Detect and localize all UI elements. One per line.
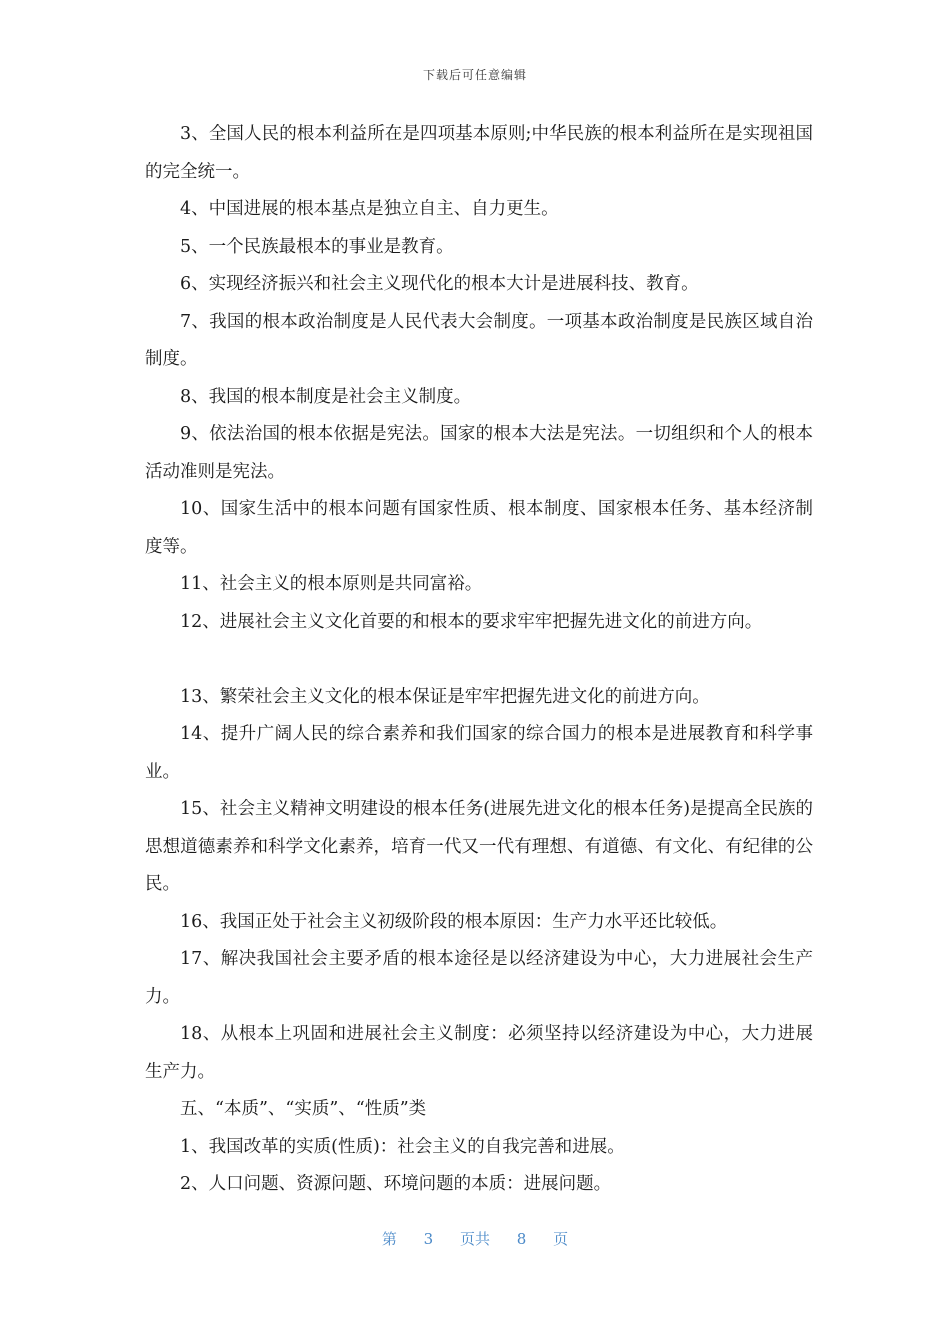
paragraph-item-12: 12、进展社会主义文化首要的和根本的要求牢牢把握先进文化的前进方向。 xyxy=(180,611,763,632)
page-footer xyxy=(0,1228,950,1249)
paragraph-item-16: 16、我国正处于社会主义初级阶段的根本原因：生产力水平还比较低。 xyxy=(180,911,728,932)
document-body xyxy=(145,116,813,1204)
paragraph-item-18: 18、从根本上巩固和进展社会主义制度：必须坚持以经济建设为中心，大力进展生产力。 xyxy=(145,1024,813,1082)
paragraph-item-13: 13、繁荣社会主义文化的根本保证是牢牢把握先进文化的前进方向。 xyxy=(180,686,710,707)
paragraph-item-7: 7、我国的根本政治制度是人民代表大会制度。一项基本政治制度是民族区域自治制度。 xyxy=(145,311,813,369)
paragraph-item-8: 8、我国的根本制度是社会主义制度。 xyxy=(180,386,472,407)
current-page-number: 3 xyxy=(423,1230,434,1248)
paragraph-item-5: 5、一个民族最根本的事业是教育。 xyxy=(180,236,454,257)
paragraph-item-11: 11、社会主义的根本原则是共同富裕。 xyxy=(180,574,483,594)
paragraph-item-9: 9、依法治国的根本依据是宪法。国家的根本大法是宪法。一切组织和个人的根本活动准则是宪法。 xyxy=(145,424,813,482)
section-heading-five: 五、“本质”、“实质”、“性质”类 xyxy=(180,1099,427,1119)
paragraph-item-6: 6、实现经济振兴和社会主义现代化的根本大计是进展科技、教育。 xyxy=(180,274,699,294)
paragraph-item-10: 10、国家生活中的根本问题有国家性质、根本制度、国家根本任务、基本经济制度等。 xyxy=(145,499,813,557)
paragraph-item-section5-2: 2、人口问题、资源问题、环境问题的本质：进展问题。 xyxy=(180,1174,612,1194)
page-label-suffix: 页 xyxy=(553,1230,569,1248)
total-pages-number: 8 xyxy=(516,1230,527,1248)
page-label-middle: 页共 xyxy=(459,1230,490,1248)
paragraph-item-17: 17、解决我国社会主要矛盾的根本途径是以经济建设为中心，大力进展社会生产力。 xyxy=(145,949,813,1007)
paragraph-item-section5-1: 1、我国改革的实质(性质)：社会主义的自我完善和进展。 xyxy=(180,1136,625,1157)
paragraph-item-15: 15、社会主义精神文明建设的根本任务(进展先进文化的根本任务)是提高全民族的思想道德素养和科学文化素养，培育一代又一代有理想、有道德、有文化、有纪律的公民。 xyxy=(145,799,813,894)
page-label-prefix: 第 xyxy=(381,1230,397,1248)
header-note: 下载后可任意编辑 xyxy=(422,68,527,82)
paragraph-item-4: 4、中国进展的根本基点是独立自主、自力更生。 xyxy=(180,199,559,219)
paragraph-item-14: 14、提升广阔人民的综合素养和我们国家的综合国力的根本是进展教育和科学事业。 xyxy=(145,724,813,782)
paragraph-item-3: 3、全国人民的根本利益所在是四项基本原则;中华民族的根本利益所在是实现祖国的完全统一。 xyxy=(145,124,813,182)
